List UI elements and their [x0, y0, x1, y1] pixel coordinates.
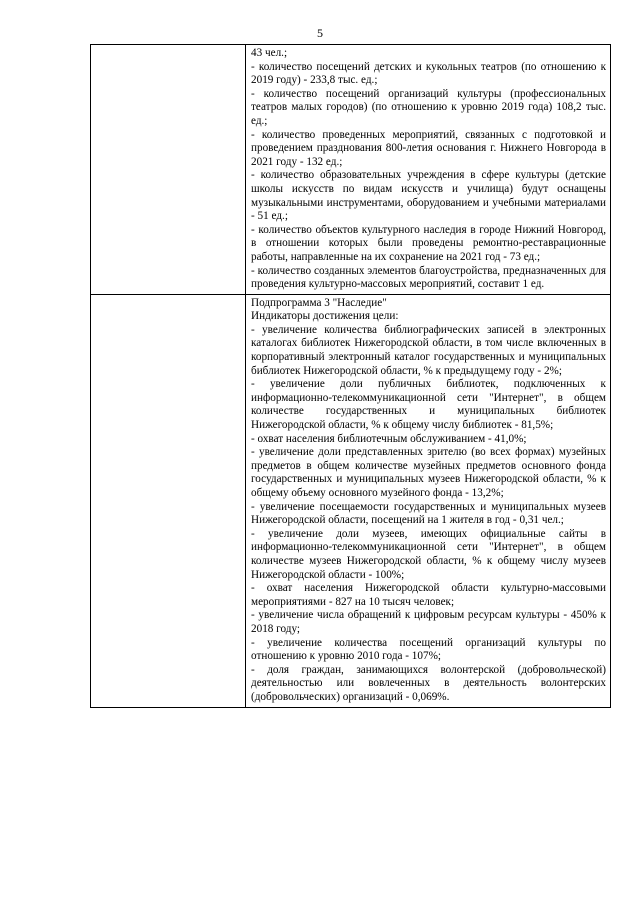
paragraph: - охват населения Нижегородской области культурно-массовыми мероприятиями - 827 на 10 тысяч человек; [251, 582, 606, 608]
paragraph: - увеличение числа обращений к цифровым ресурсам культуры - 450% к 2018 году; [251, 609, 606, 635]
paragraph: - количество созданных элементов благоустройства, предназначенных для проведения культурно-массовых мероприятий, составит 1 ед. [251, 264, 606, 291]
paragraph: - доля граждан, занимающихся волонтерской (добровольческой) деятельностью или вовлеченных в деятельность волонтерских (добровольческих) организаций - 0,069%. [251, 663, 606, 703]
indicators-heading: Индикаторы достижения цели: [251, 310, 399, 323]
paragraph: - количество объектов культурного наследия в городе Нижний Новгород, в отношении которых были проведены ремонтно-реставрационные работы, направленные на их сохранение на 2021 год - 73 ед.; [251, 223, 606, 263]
paragraph: - количество посещений организаций культуры (профессиональных театров малых городов) (по отношению к уровню 2019 года) 108,2 тыс. ед.; [251, 87, 606, 127]
table-cell-right [246, 45, 611, 295]
table-cell-right [246, 294, 611, 707]
paragraph: - увеличение доли публичных библиотек, подключенных к информационно-телекоммуникационной сети "Интернет", в общем количестве государственных и муниципальных библиотек Нижегородской области, % к общему числу библиотек - 81,5%; [251, 378, 606, 432]
paragraph: - количество посещений детских и кукольных театров (по отношению к 2019 году) - 233,8 тыс. ед.; [251, 60, 606, 87]
table-row [91, 294, 611, 707]
paragraph: - увеличение посещаемости государственных и муниципальных музеев Нижегородской области, посещений на 1 жителя в год - 0,31 чел.; [251, 500, 606, 527]
paragraph: - увеличение доли музеев, имеющих официальные сайты в информационно-телекоммуникационной сети "Интернет", в общем количестве музеев Нижегородской области, % к общему числу музеев Нижегородской области - 100%; [251, 527, 606, 581]
paragraph: - увеличение доли представленных зрителю (во всех формах) музейных предметов в общем количестве музейных предметов основного фонда государственных и муниципальных музеев Нижегородской области, % к общему объему основного музейного фонда - 13,2%; [251, 446, 606, 499]
paragraph: - количество образовательных учреждения в сфере культуры (детские школы искусств по видам искусств и училища) будут оснащены музыкальными инструментами, оборудованием и учебными материалами - 51 ед.; [251, 169, 606, 223]
table-cell-left [91, 294, 246, 707]
paragraph: - увеличение количества посещений организаций культуры по отношению к уровню 2010 года - 107%; [251, 636, 606, 663]
page-number: 5 [317, 26, 323, 40]
document-table [90, 44, 611, 708]
paragraph: - количество проведенных мероприятий, связанных с подготовкой и проведением празднования 800-летия основания г. Нижнего Новгорода в 2021 году - 132 ед.; [251, 128, 606, 168]
paragraph: - охват населения библиотечным обслуживанием - 41,0%; [251, 432, 527, 445]
paragraph: 43 чел.; [251, 47, 288, 59]
subprogram-title: Подпрограмма 3 "Наследие" [251, 296, 387, 309]
table-cell-left [91, 45, 246, 295]
paragraph: - увеличение количества библиографических записей в электронных каталогах библиотек Нижегородской области, в том числе включенных в корпоративный электронный каталог государственных и муниципальных библиотек Нижегородской области, % к предыдущему году - 2%; [251, 323, 606, 377]
table-row [91, 45, 611, 295]
